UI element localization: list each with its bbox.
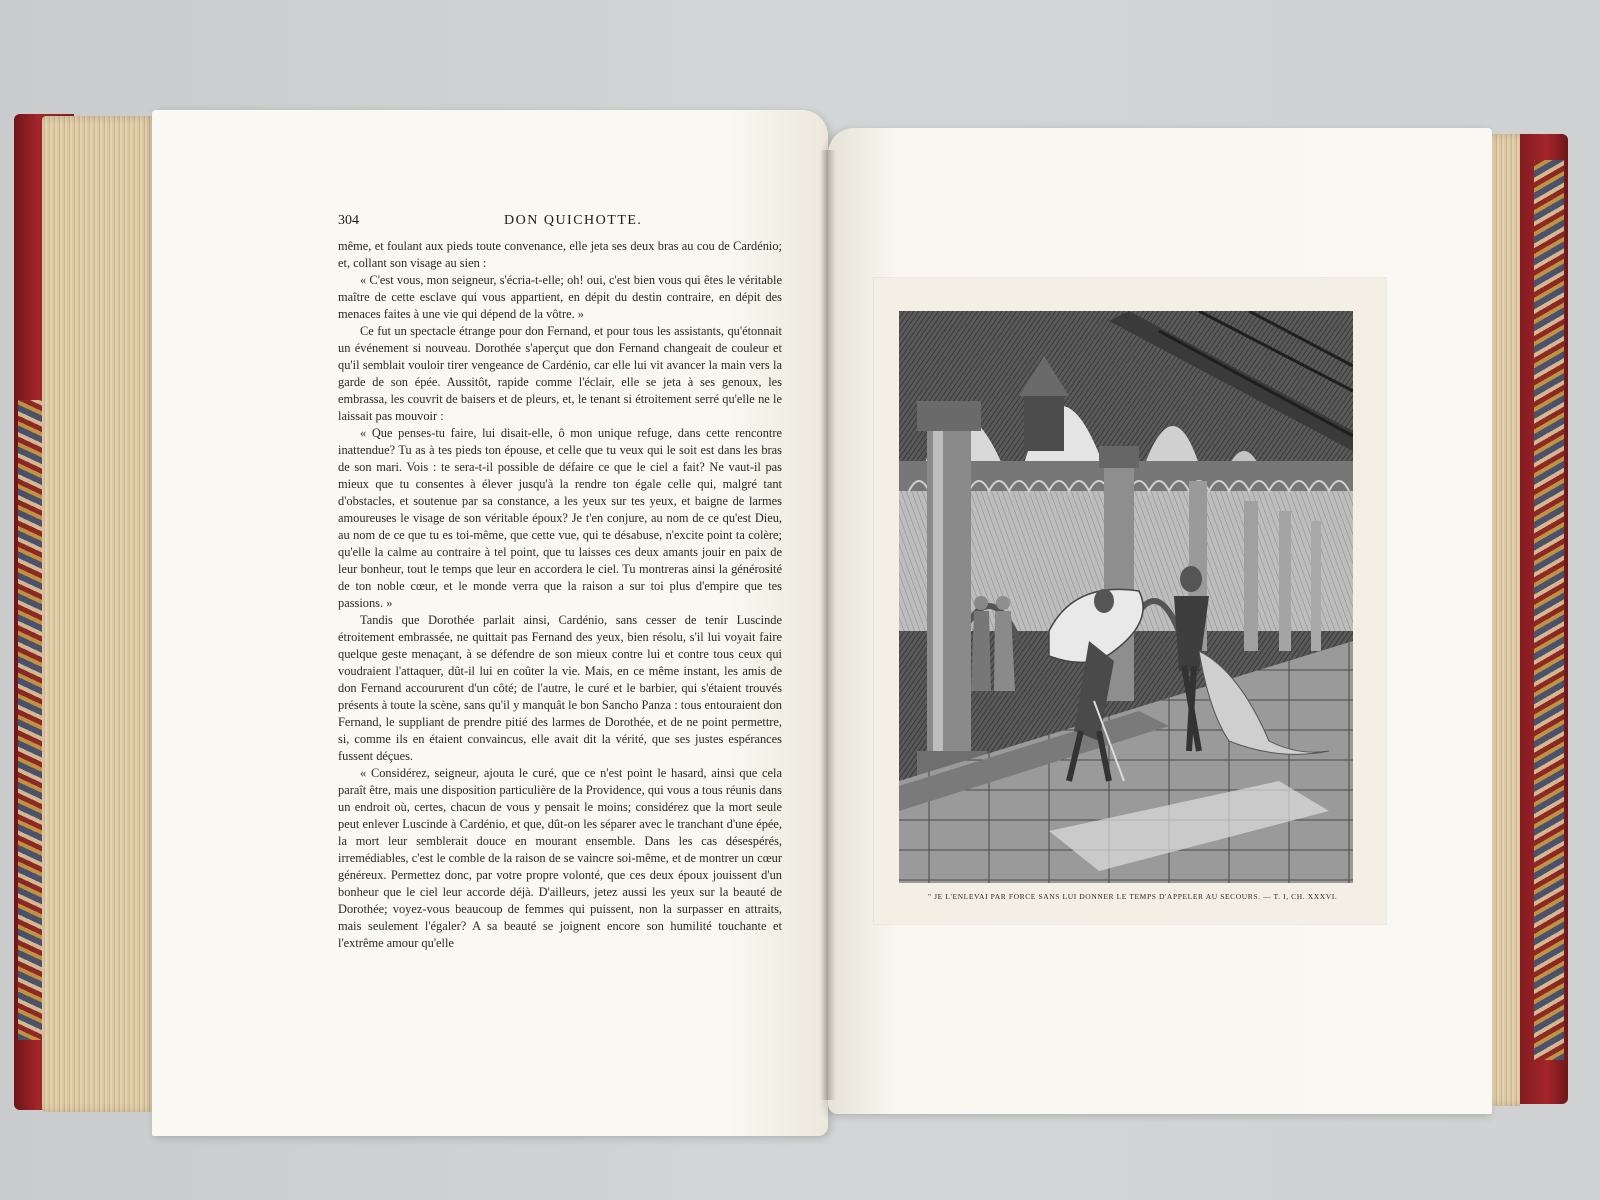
paragraph: Ce fut un spectacle étrange pour don Fernand, et pour tous les assistants, qu'étonnait un événement si nouveau. Dorothée s'aperçut que don Fernand changeait de couleur et qu'il semblait vouloir tirer vengeance de Cardénio, car elle lui vit avancer la main vers la garde de son épée. Aussitôt, rapide comme l'éclair, elle se jeta à ses genoux, les embrassa, les couvrit de baisers et de pleurs, et, le tenant si étroitement serré qu'elle ne le laissait pas mouvoir : xyxy=(338,324,782,423)
left-page-block xyxy=(42,116,158,1112)
paragraph: même, et foulant aux pieds toute convenance, elle jeta ses deux bras au cou de Cardénio; et, collant son visage au sien : xyxy=(338,239,782,270)
engraving-illustration xyxy=(899,311,1353,883)
gutter-shadow xyxy=(820,150,836,1100)
paragraph: « Que penses-tu faire, lui disait-elle, ô mon unique refuge, dans cette rencontre inattendue? Tu as à tes pieds ton épouse, et celle que tu veux qui le soit est dans les bras de son mari. Vois : te sera-t-il possible de défaire ce que le ciel a fait? Ne vaut-il pas mieux que tu consentes à élever jusqu'à la rendre ton égale celle qui, malgré tant d'obstacles, et soutenue par sa constance, a les yeux sur tes yeux, et baigne de larmes amoureuses le visage de son véritable époux? Je t'en conjure, au nom de ce qu'est Dieu, au nom de ce que tu es toi-même, que cette vue, qui te désabuse, n'excite point ta colère; qu'elle la calme au contraire à tel point, que tu laisses ces deux amants jouir en paix de leur bonheur, tout le temps que leur en accordera le ciel. Tu montreras ainsi la générosité de ton noble cœur, et le monde verra que la raison a sur toi plus d'empire que tes passions. » xyxy=(338,426,782,610)
body-text xyxy=(338,238,782,952)
right-marbled-edge xyxy=(1534,160,1564,1060)
cloister-scene xyxy=(899,311,1353,883)
running-head xyxy=(338,213,778,233)
plate-caption: " JE L'ENLEVAI PAR FORCE SANS LUI DONNER LE TEMPS D'APPELER AU SECOURS. — T. I, CH. XXXVI. xyxy=(928,892,1338,901)
paragraph: « Considérez, seigneur, ajouta le curé, que ce n'est point le hasard, ainsi que cela paraît être, mais une disposition particulière de la Providence, qui vous a tous réunis dans un endroit où, certes, chacun de vous y pensait le moins; considérez que la mort seule peut enlever Luscinde à Cardénio, et que, dût-on les séparer avec le tranchant d'une épée, la mort leur semblerait douce en mourant ensemble. Dans les cas désespérés, irremédiables, c'est le comble de la raison de se vaincre soi-même, et de montrer un cœur généreux. Permettez donc, par votre propre volonté, que ces deux époux jouissent d'un bonheur que le ciel leur accorde déjà. D'ailleurs, jetez aussi les yeux sur la beauté de Dorothée; voyez-vous beaucoup de femmes qui puissent, non la surpasser en attraits, mais seulement l'égaler? A sa beauté se joignent encore son humilité touchante et l'extrême amour qu'elle xyxy=(338,766,782,950)
paragraph: « C'est vous, mon seigneur, s'écria-t-elle; oh! oui, c'est bien vous qui êtes le véritable maître de cette esclave qui vous appartient, en dépit du destin contraire, en dépit des menaces faites à une vie qui dépend de la vôtre. » xyxy=(338,273,782,321)
paragraph: Tandis que Dorothée parlait ainsi, Cardénio, sans cesser de tenir Luscinde étroitement embrassée, ne quittait pas Fernand des yeux, bien résolu, s'il lui voyait faire quelque geste menaçant, à se défendre de son mieux contre lui et contre tous ceux qui voudraient l'attaquer, dût-il lui en coûter la vie. Mais, en ce même instant, les amis de don Fernand accoururent d'un côté; de l'autre, le curé et le barbier, qui s'étaient trouvés présents à toute la scène, sans qu'il y manquât le bon Sancho Panza : tous entouraient don Fernand, le suppliant de prendre pitié des larmes de Dorothée, et de ne point permettre, si, comme ils en étaient convaincus, elle avait dit la vérité, que ses justes espérances fussent déçues. xyxy=(338,613,782,763)
running-title: DON QUICHOTTE. xyxy=(504,213,643,228)
page-number: 304 xyxy=(338,213,359,228)
